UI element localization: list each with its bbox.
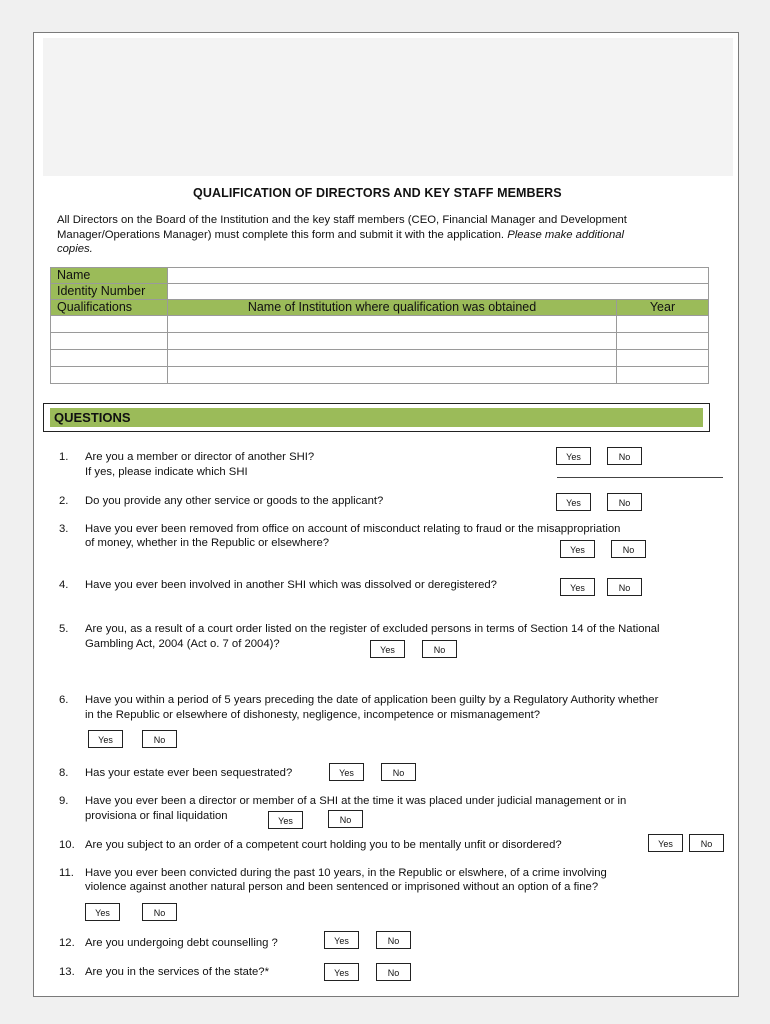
- name-field[interactable]: [168, 268, 709, 284]
- qualification-cell[interactable]: [51, 333, 168, 350]
- question-text-line2: If yes, please indicate which SHI: [85, 466, 248, 478]
- question-text: Has your estate ever been sequestrated?: [85, 767, 293, 779]
- identity-number-label: Identity Number: [51, 284, 168, 300]
- question-number: 11.: [59, 867, 74, 879]
- id-row: [51, 284, 709, 300]
- name-row: [51, 268, 709, 284]
- question-number: 4.: [59, 579, 69, 591]
- question-text: Do you provide any other service or goods to the applicant?: [85, 495, 384, 507]
- qualification-row: [51, 367, 709, 384]
- question-number: 5.: [59, 623, 69, 635]
- qualification-cell[interactable]: [51, 367, 168, 384]
- question-text-line2: provisiona or final liquidation: [85, 810, 228, 822]
- name-label: Name: [51, 268, 168, 284]
- qualifications-label: Qualifications: [51, 300, 168, 316]
- question-text-line2: Gambling Act, 2004 (Act o. 7 of 2004)?: [85, 638, 280, 650]
- question-text-line2: of money, whether in the Republic or elsewhere?: [85, 537, 330, 549]
- no-button[interactable]: No: [376, 931, 411, 949]
- question-text: Have you ever been removed from office on account of misconduct relating to fraud or the misappropriation: [85, 523, 621, 535]
- institution-cell[interactable]: [168, 316, 617, 333]
- question-text: Are you undergoing debt counselling ?: [85, 937, 278, 949]
- no-button[interactable]: No: [611, 540, 646, 558]
- yes-button[interactable]: Yes: [88, 730, 123, 748]
- yes-button[interactable]: Yes: [370, 640, 405, 658]
- no-button[interactable]: No: [328, 810, 363, 828]
- no-button[interactable]: No: [422, 640, 457, 658]
- question-text: Are you, as a result of a court order listed on the register of excluded persons in terms of Section 14 of the National: [85, 623, 660, 635]
- intro-text: [57, 213, 717, 257]
- question-text-line2: violence against another natural person and been sentenced or imprisoned without an option of a fine?: [85, 881, 599, 893]
- yes-button[interactable]: Yes: [85, 903, 120, 921]
- no-button[interactable]: No: [142, 730, 177, 748]
- institution-header: Name of Institution where qualification was obtained: [168, 300, 617, 316]
- question-number: 10.: [59, 839, 75, 851]
- intro-line-3-italic: copies.: [57, 243, 93, 255]
- question-text: Are you subject to an order of a competent court holding you to be mentally unfit or disordered?: [85, 839, 562, 851]
- question-text: Have you ever been a director or member of a SHI at the time it was placed under judicial management or in: [85, 795, 627, 807]
- yes-button[interactable]: Yes: [556, 447, 591, 465]
- personal-info-table: [50, 267, 709, 384]
- year-cell[interactable]: [617, 367, 709, 384]
- institution-cell[interactable]: [168, 367, 617, 384]
- year-cell[interactable]: [617, 316, 709, 333]
- no-button[interactable]: No: [607, 447, 642, 465]
- intro-line-2: Manager/Operations Manager) must complete this form and submit it with the application.: [57, 228, 505, 241]
- yes-button[interactable]: Yes: [560, 540, 595, 558]
- yes-button[interactable]: Yes: [324, 963, 359, 981]
- question-number: 1.: [59, 451, 69, 463]
- institution-cell[interactable]: [168, 333, 617, 350]
- yes-button[interactable]: Yes: [648, 834, 683, 852]
- no-button[interactable]: No: [376, 963, 411, 981]
- question-text: Have you within a period of 5 years preceding the date of application been guilty by a Regulatory Authority whether: [85, 694, 659, 706]
- qualification-row: [51, 350, 709, 367]
- question-number: 2.: [59, 495, 69, 507]
- no-button[interactable]: No: [607, 578, 642, 596]
- institution-cell[interactable]: [168, 350, 617, 367]
- question-text: Have you ever been convicted during the past 10 years, in the Republic or elswhere, of a crime involving: [85, 867, 607, 879]
- no-button[interactable]: No: [381, 763, 416, 781]
- intro-line-2-italic: Please make additional: [507, 228, 625, 241]
- question-text: Are you a member or director of another SHI?: [85, 451, 315, 463]
- qualification-cell[interactable]: [51, 316, 168, 333]
- year-header: Year: [617, 300, 709, 316]
- qualification-row: [51, 333, 709, 350]
- yes-button[interactable]: Yes: [560, 578, 595, 596]
- no-button[interactable]: No: [607, 493, 642, 511]
- question-text: Are you in the services of the state?*: [85, 966, 269, 978]
- yes-button[interactable]: Yes: [556, 493, 591, 511]
- identity-number-field[interactable]: [168, 284, 709, 300]
- yes-button[interactable]: Yes: [268, 811, 303, 829]
- yes-button[interactable]: Yes: [329, 763, 364, 781]
- question-number: 13.: [59, 966, 75, 978]
- question-number: 9.: [59, 795, 69, 807]
- year-cell[interactable]: [617, 350, 709, 367]
- letterhead-area: [43, 38, 733, 176]
- questions-heading-bar: [50, 408, 703, 427]
- question-number: 12.: [59, 937, 75, 949]
- question-number: 6.: [59, 694, 69, 706]
- question-text: Have you ever been involved in another SHI which was dissolved or deregistered?: [85, 579, 497, 591]
- qualification-cell[interactable]: [51, 350, 168, 367]
- qualifications-header-row: [51, 300, 709, 316]
- qualification-row: [51, 316, 709, 333]
- question-text-line2: in the Republic or elsewhere of dishonesty, negligence, incompetence or mismanagement?: [85, 709, 541, 721]
- which-shi-answer-line[interactable]: [557, 477, 723, 478]
- yes-button[interactable]: Yes: [324, 931, 359, 949]
- questions-heading: QUESTIONS: [54, 410, 131, 425]
- form-title: QUALIFICATION OF DIRECTORS AND KEY STAFF MEMBERS: [193, 186, 562, 200]
- question-number: 3.: [59, 523, 69, 535]
- no-button[interactable]: No: [689, 834, 724, 852]
- year-cell[interactable]: [617, 333, 709, 350]
- no-button[interactable]: No: [142, 903, 177, 921]
- question-number: 8.: [59, 767, 69, 779]
- intro-line-1: All Directors on the Board of the Institution and the key staff members (CEO, Financial Manager and Development: [57, 214, 627, 226]
